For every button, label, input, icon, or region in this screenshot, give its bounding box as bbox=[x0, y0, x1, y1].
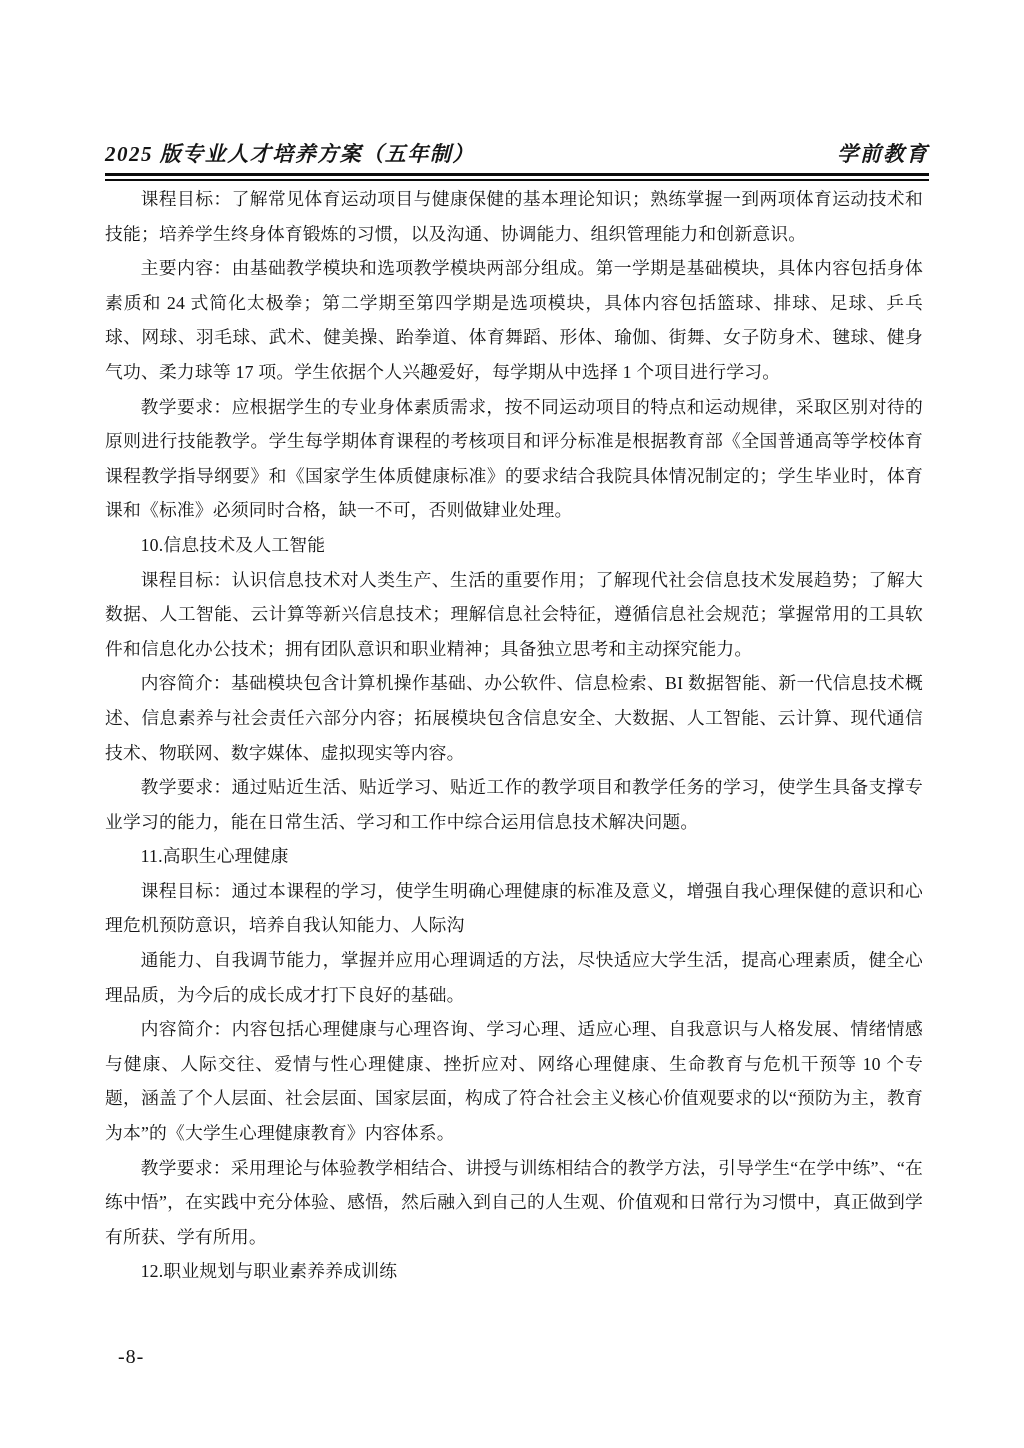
paragraph-course-goal-psych-part1: 课程目标：通过本课程的学习，使学生明确心理健康的标准及意义，增强自我心理保健的意识和心理危机预防意识，培养自我认知能力、人际沟 bbox=[105, 880, 923, 936]
header-title-left: 2025 版专业人才培养方案（五年制） bbox=[105, 142, 475, 166]
paragraph-content-intro-it: 内容简介：基础模块包含计算机操作基础、办公软件、信息检索、BI 数据智能、新一代信息技术概述、信息素养与社会责任六部分内容；拓展模块包含信息安全、大数据、人工智能、云计算、现代通信技术、物联网、数字媒体、虚拟现实等内容。 bbox=[105, 673, 923, 763]
page-footer bbox=[118, 1346, 144, 1369]
page-number: -8- bbox=[118, 1346, 145, 1368]
paragraph-course-goal-it: 课程目标：认识信息技术对人类生产、生活的重要作用；了解现代社会信息技术发展趋势；了解大数据、人工智能、云计算等新兴信息技术；理解信息社会特征，遵循信息社会规范；掌握常用的工具软件和信息化办公技术；拥有团队意识和职业精神；具备独立思考和主动探究能力。 bbox=[105, 569, 923, 659]
page-header bbox=[105, 138, 929, 181]
heading-course-11-psych-health: 11.高职生心理健康 bbox=[140, 846, 289, 867]
paragraph-course-goal-pe: 课程目标：了解常见体育运动项目与健康保健的基本理论知识；熟练掌握一到两项体育运动技术和技能；培养学生终身体育锻炼的习惯，以及沟通、协调能力、组织管理能力和创新意识。 bbox=[105, 189, 923, 244]
paragraph-teaching-requirement-it: 教学要求：通过贴近生活、贴近学习、贴近工作的教学项目和教学任务的学习，使学生具备支撑专业学习的能力，能在日常生活、学习和工作中综合运用信息技术解决问题。 bbox=[105, 777, 923, 832]
paragraph-teaching-requirement-psych: 教学要求：采用理论与体验教学相结合、讲授与训练相结合的教学方法，引导学生“在学中练”、“在练中悟”，在实践中充分体验、感悟，然后融入到自己的人生观、价值观和日常行为习惯中，真正做到学有所获、学有所用。 bbox=[105, 1157, 923, 1247]
heading-course-10-it-ai: 10.信息技术及人工智能 bbox=[140, 534, 326, 555]
paragraph-content-intro-psych: 内容简介：内容包括心理健康与心理咨询、学习心理、适应心理、自我意识与人格发展、情绪情感与健康、人际交往、爱情与性心理健康、挫折应对、网络心理健康、生命教育与危机干预等 10 个专题，涵盖了个人层面、社会层面、国家层面，构成了符合社会主义核心价值观要求的以“预防为主，教育为本”的《大学生心理健康教育》内容体系。 bbox=[105, 1019, 923, 1144]
header-title-right: 学前教育 bbox=[837, 142, 929, 166]
paragraph-course-goal-psych-part2: 通能力、自我调节能力，掌握并应用心理调适的方法，尽快适应大学生活，提高心理素质，健全心理品质，为今后的成长成才打下良好的基础。 bbox=[105, 950, 923, 1005]
heading-course-12-career-planning: 12.职业规划与职业素养养成训练 bbox=[140, 1261, 398, 1282]
document-body bbox=[105, 182, 923, 1289]
header-double-rule bbox=[105, 173, 929, 181]
header-row bbox=[105, 138, 929, 168]
paragraph-main-content-pe: 主要内容：由基础教学模块和选项教学模块两部分组成。第一学期是基础模块，具体内容包括身体素质和 24 式简化太极拳；第二学期至第四学期是选项模块，具体内容包括篮球、排球、足球、乒乓球、网球、羽毛球、武术、健美操、跆拳道、体育舞蹈、形体、瑜伽、街舞、女子防身术、毽球、健身气功、柔力球等 17 项。学生依据个人兴趣爱好，每学期从中选择 1 个项目进行学习。 bbox=[105, 258, 923, 382]
paragraph-teaching-requirement-pe: 教学要求：应根据学生的专业身体素质需求，按不同运动项目的特点和运动规律，采取区别对待的原则进行技能教学。学生每学期体育课程的考核项目和评分标准是根据教育部《全国普通高等学校体育课程教学指导纲要》和《国家学生体质健康标准》的要求结合我院具体情况制定的；学生毕业时，体育课和《标准》必须同时合格，缺一不可，否则做肄业处理。 bbox=[105, 396, 923, 521]
